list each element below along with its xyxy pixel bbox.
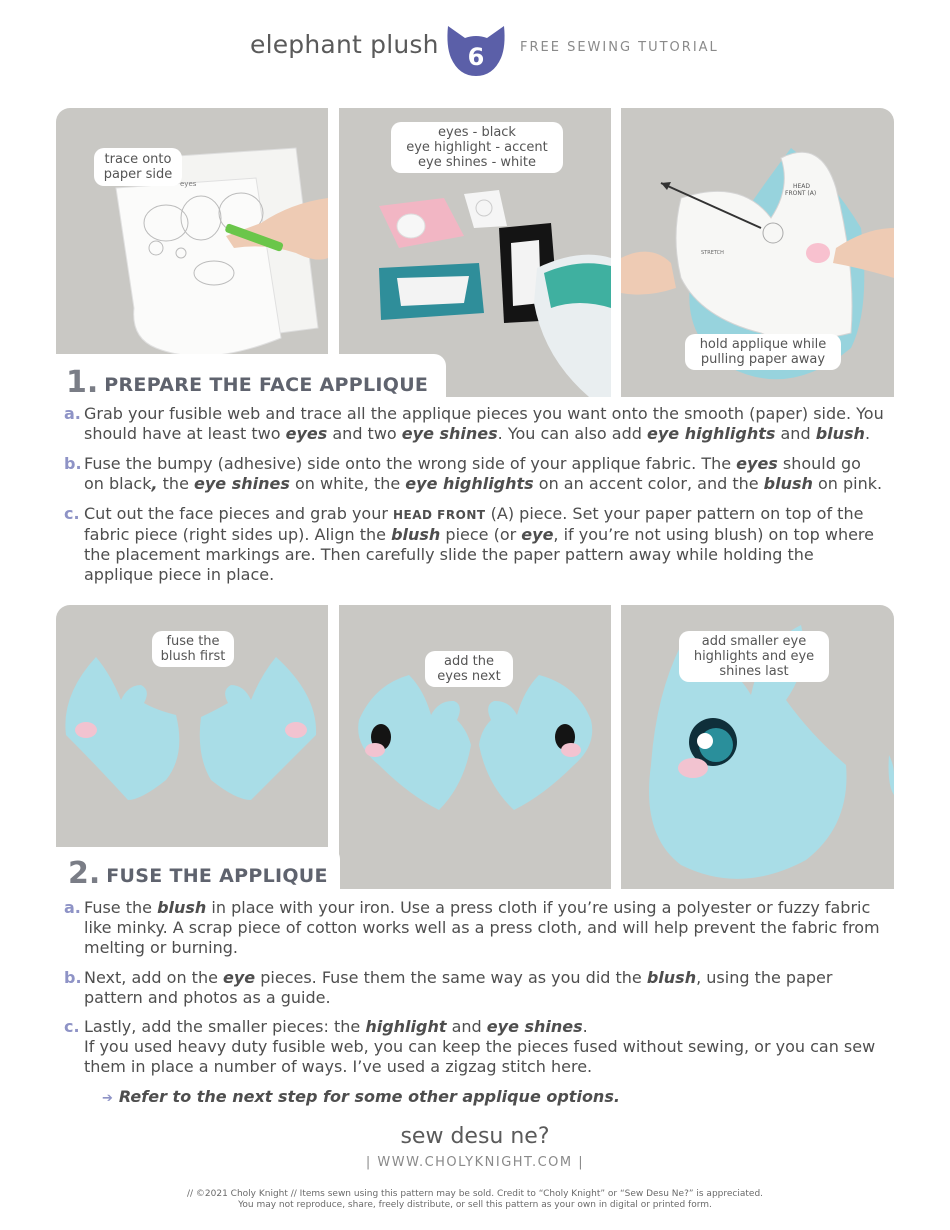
- step-1-title: PREPARE THE FACE APPLIQUE: [104, 374, 429, 396]
- step-2-title: FUSE THE APPLIQUE: [106, 865, 328, 887]
- step-1-instruction-a: a. Grab your fusible web and trace all the applique pieces you want onto the smooth (paper) side. You should have at least two eyes and two eye shines. You can also add eye highlights and blush.: [64, 404, 884, 443]
- legal-line-1: // ©2021 Choly Knight // Items sewn using this pattern may be sold. Credit to “Choly Knight” or “Sew Desu Ne?” is appreciated.: [186, 1189, 764, 1199]
- instruction-label: b.: [64, 968, 82, 987]
- photo-align-pattern: [621, 108, 894, 397]
- caption-eyes-line2: eyes next: [437, 669, 501, 684]
- caption-blush: [152, 631, 234, 667]
- caption-last: [679, 631, 829, 682]
- instruction-label: c.: [64, 1017, 80, 1036]
- next-step-tip: [102, 1087, 620, 1106]
- document-title: elephant plush: [250, 30, 439, 59]
- caption-eyes: [425, 651, 513, 687]
- caption-blush-line2: blush first: [160, 649, 226, 664]
- caption-color-highlight: eye highlight - accent: [406, 140, 548, 155]
- instruction-label: b.: [64, 454, 82, 473]
- page-number-badge: [445, 24, 507, 78]
- step-2-instruction-c: c. Lastly, add the smaller pieces: the highlight and eye shines. If you used heavy duty fusible web, you can keep the pieces fused without sewing, or you can sew them in place a number of ways. I’ve used a zigzag stitch here.: [64, 1017, 876, 1076]
- caption-hold-line1: hold applique while: [699, 337, 827, 352]
- step-1-heading: [56, 354, 446, 398]
- caption-hold-line2: pulling paper away: [700, 352, 826, 367]
- instruction-label: c.: [64, 504, 80, 523]
- caption-blush-line1: fuse the: [166, 634, 220, 649]
- caption-last-line1: add smaller eye: [701, 634, 807, 649]
- website-link[interactable]: | WWW.CHOLYKNIGHT.COM |: [365, 1155, 585, 1170]
- tip-text: Refer to the next step for some other applique options.: [118, 1087, 620, 1106]
- photo-add-eyes: [339, 605, 611, 889]
- caption-last-line2: highlights and eye: [693, 649, 815, 664]
- instruction-label: a.: [64, 898, 81, 917]
- step-1-number: 1.: [66, 365, 99, 400]
- eyes-mark: eyes: [180, 180, 197, 188]
- caption-eyes-line1: add the: [444, 654, 494, 669]
- step-2-number: 2.: [68, 856, 101, 891]
- step-2-instruction-a: a. Fuse the blush in place with your iron. Use a press cloth if you’re using a polyester or fuzzy fabric like minky. A scrap piece of cotton works well as a press cloth, and will help prevent the fabric from melting or burning.: [64, 898, 880, 957]
- cat-head-icon: [445, 24, 507, 78]
- legal-line-2: You may not reproduce, share, freely distribute, or sell this pattern as your own in digital or printed form.: [238, 1200, 712, 1210]
- page-number: 6: [467, 43, 485, 71]
- step-1-instruction-c: c. Cut out the face pieces and grab your HEAD FRONT (A) piece. Set your paper pattern on top of the fabric piece (right sides up). Align the blush piece (or eye, if you’re not using blush) on top where the placement markings are. Then carefully slide the paper pattern away while holding the applique piece in place.: [64, 504, 874, 584]
- head-front-mark: HEAD FRONT (A): [785, 183, 817, 197]
- stretch-mark: STRETCH: [701, 250, 724, 256]
- caption-color-shines: eye shines - white: [418, 155, 536, 170]
- document-subtitle: FREE SEWING TUTORIAL: [520, 40, 719, 55]
- caption-hold: [685, 334, 841, 370]
- instruction-label: a.: [64, 404, 81, 423]
- caption-color-eyes: eyes - black: [438, 125, 516, 140]
- step-1-instruction-b: b. Fuse the bumpy (adhesive) side onto the wrong side of your applique fabric. The eyes should go on black, the eye shines on white, the eye highlights on an accent color, and the blush on pink.: [64, 454, 883, 493]
- step-2-heading: [56, 847, 340, 889]
- caption-colors: [391, 122, 563, 173]
- caption-trace: trace onto paper side: [94, 148, 182, 186]
- brand-name: sew desu ne?: [400, 1124, 550, 1149]
- photo-add-highlights: [621, 605, 894, 889]
- step-2-instruction-b: b. Next, add on the eye pieces. Fuse them the same way as you did the blush, using the paper pattern and photos as a guide.: [64, 968, 833, 1007]
- caption-last-line3: shines last: [719, 664, 789, 679]
- arrow-right-icon: ➔: [102, 1091, 113, 1106]
